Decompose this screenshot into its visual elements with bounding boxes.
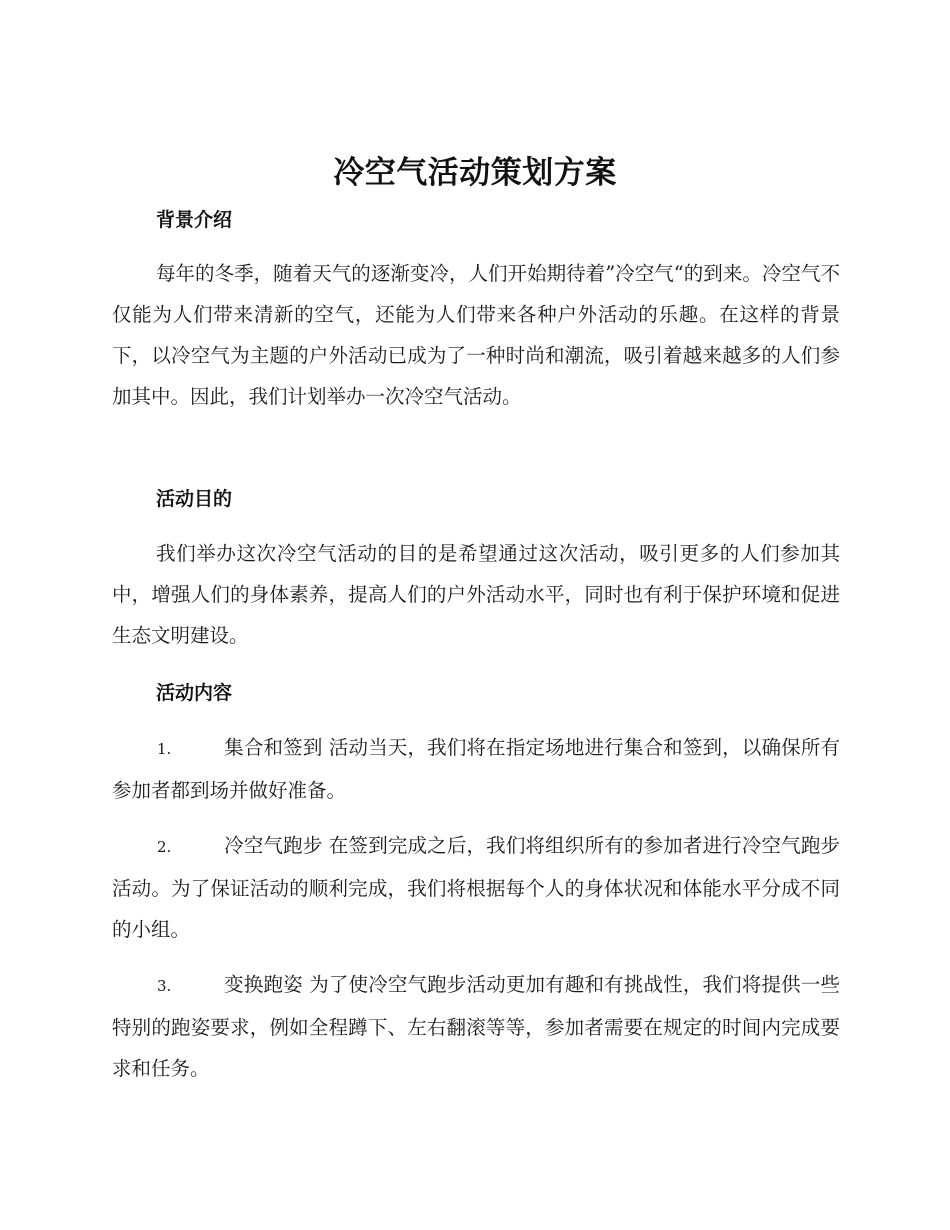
list-item [112,825,840,950]
section-heading-content: 活动内容 [156,682,233,704]
section-paragraph-purpose: 我们举办这次冷空气活动的目的是希望通过这次活动，吸引更多的人们参加其中，增强人们的身体素养，提高人们的户外活动水平，同时也有利于保护环境和促进生态文明建设。 [112,542,840,647]
document-title: 冷空气活动策划方案 [333,155,617,191]
section-heading-background: 背景介绍 [156,209,233,231]
section-paragraph-background: 每年的冬季，随着天气的逐渐变冷，人们开始期待着”冷空气“的到来。冷空气不仅能为人们带来清新的空气，还能为人们带来各种户外活动的乐趣。在这样的背景下，以冷空气为主题的户外活动已成为了一种时尚和潮流，吸引着越来越多的人们参加其中。因此，我们计划举办一次冷空气活动。 [112,262,840,408]
list-item-number: 3. [157,977,172,995]
list-item [112,727,840,811]
list-item-text: 变换跑姿 为了使冷空气跑步活动更加有趣和有挑战性，我们将提供一些特别的跑姿要求，例如全程蹲下、左右翻滚等等，参加者需要在规定的时间内完成要求和任务。 [112,973,840,1080]
list-item [112,964,840,1089]
list-item-text: 冷空气跑步 在签到完成之后，我们将组织所有的参加者进行冷空气跑步活动。为了保证活动的顺利完成，我们将根据每个人的身体状况和体能水平分成不同的小组。 [112,834,840,941]
list-item-number: 1. [157,740,172,758]
list-item-number: 2. [157,838,172,856]
list-item-text: 集合和签到 活动当天，我们将在指定场地进行集合和签到，以确保所有参加者都到场并做好准备。 [112,736,840,802]
section-heading-purpose: 活动目的 [156,488,233,510]
